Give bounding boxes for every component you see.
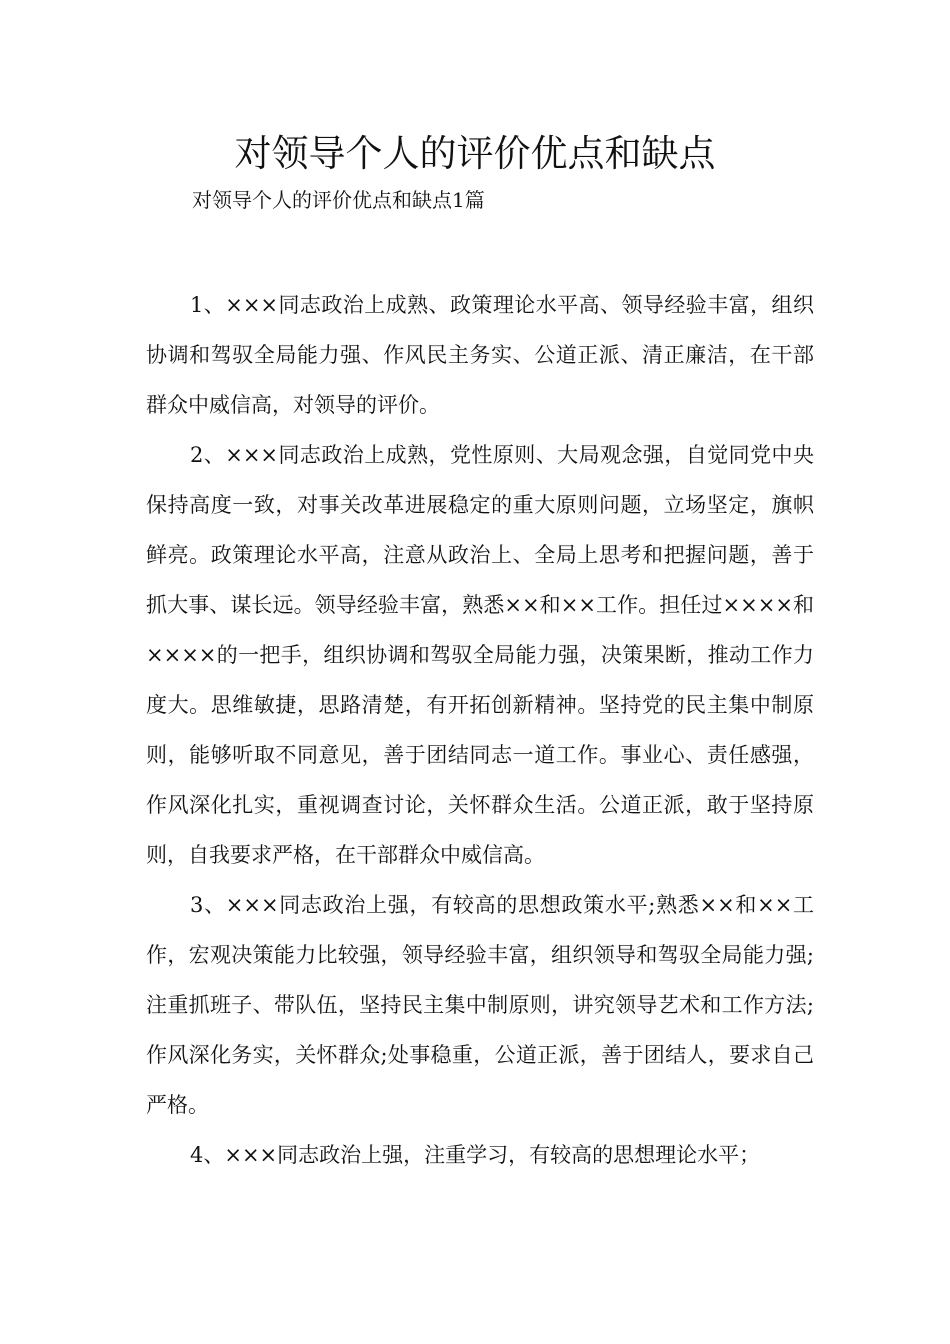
- paragraph-3: 3、×××同志政治上强，有较高的思想政策水平;熟悉××和××工作，宏观决策能力比较强，领导经验丰富，组织领导和驾驭全局能力强;注重抓班子、带队伍，坚持民主集中制原则，讲究领导艺术和工作方法;作风深化务实，关怀群众;处事稳重，公道正派，善于团结人，要求自己严格。: [146, 893, 814, 1117]
- paragraph-1: 1、×××同志政治上成熟、政策理论水平高、领导经验丰富，组织协调和驾驭全局能力强、作风民主务实、公道正派、清正廉洁，在干部群众中威信高，对领导的评价。: [146, 293, 814, 417]
- paragraph-4: 4、×××同志政治上强，注重学习，有较高的思想理论水平；: [190, 1143, 761, 1167]
- document-body: [146, 280, 814, 1180]
- document-title: 对领导个人的评价优点和缺点: [234, 132, 716, 175]
- document-subtitle: 对领导个人的评价优点和缺点1篇: [192, 188, 485, 212]
- paragraph-2: 2、×××同志政治上成熟，党性原则、大局观念强，自觉同党中央保持高度一致，对事关改革进展稳定的重大原则问题，立场坚定，旗帜鲜亮。政策理论水平高，注意从政治上、全局上思考和把握问题，善于抓大事、谋长远。领导经验丰富，熟悉××和××工作。担任过××××和××××的一把手，组织协调和驾驭全局能力强，决策果断，推动工作力度大。思维敏捷，思路清楚，有开拓创新精神。坚持党的民主集中制原则，能够听取不同意见，善于团结同志一道工作。事业心、责任感强，作风深化扎实，重视调查讨论，关怀群众生活。公道正派，敢于坚持原则，自我要求严格，在干部群众中威信高。: [146, 443, 814, 867]
